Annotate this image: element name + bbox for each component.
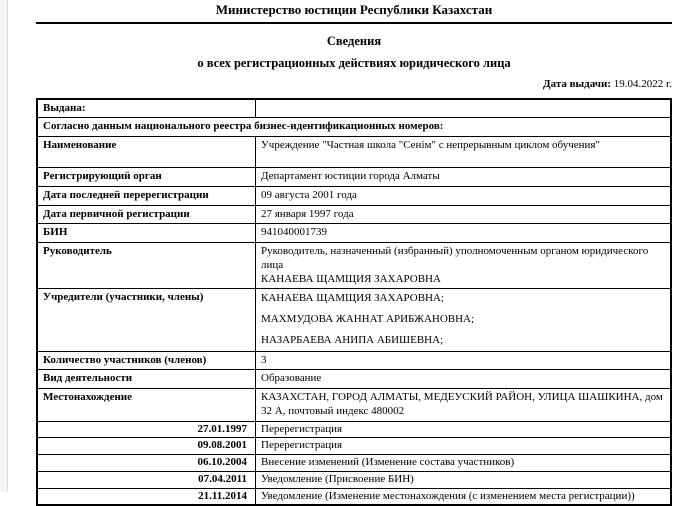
table-row bbox=[37, 205, 671, 224]
founder-name: МАХМУДОВА ЖАННАТ АРИБЖАНОВНА; bbox=[261, 313, 475, 326]
field-value: 941040001739 bbox=[256, 224, 672, 243]
table-row bbox=[37, 370, 671, 389]
history-date: 07.04.2011 bbox=[37, 471, 256, 488]
history-row bbox=[37, 421, 671, 438]
field-label: Наименование bbox=[37, 137, 256, 168]
history-row bbox=[37, 455, 671, 472]
founders-list bbox=[256, 289, 672, 351]
history-date: 09.08.2001 bbox=[37, 438, 256, 455]
document-body bbox=[36, 0, 672, 506]
director-name: КАНАЕВА ЩАМЩИЯ ЗАХАРОВНА bbox=[261, 272, 441, 285]
founder-name: КАНАЕВА ЩАМЩИЯ ЗАХАРОВНА; bbox=[261, 292, 444, 305]
field-label: Количество участников (членов) bbox=[37, 351, 256, 370]
issue-date bbox=[36, 78, 672, 90]
history-action: Перерегистрация bbox=[256, 421, 672, 438]
table-row bbox=[37, 289, 671, 351]
field-value bbox=[256, 243, 672, 289]
field-label: Вид деятельности bbox=[37, 370, 256, 389]
field-value bbox=[256, 99, 672, 118]
director-appointment-line: Руководитель, назначенный (избранный) уполномоченным органом юридического лица bbox=[261, 245, 649, 271]
field-label: Руководитель bbox=[37, 243, 256, 289]
history-action: Уведомление (Присвоение БИН) bbox=[256, 471, 672, 488]
table-row bbox=[37, 137, 671, 168]
field-value: 09 августа 2001 года bbox=[256, 186, 672, 205]
field-value: Учреждение "Частная школа "Сенім" с непрерывным циклом обучения" bbox=[256, 137, 672, 168]
history-action: Уведомление (Изменение местонахождения (с изменением места регистрации)) bbox=[256, 488, 672, 505]
field-label: Учредители (участники, члены) bbox=[37, 289, 256, 351]
field-label: Дата последней перерегистрации bbox=[37, 186, 256, 205]
field-label: Выдана: bbox=[37, 99, 256, 118]
field-label: БИН bbox=[37, 224, 256, 243]
field-value: КАЗАХСТАН, ГОРОД АЛМАТЫ, МЕДЕУСКИЙ РАЙОН, УЛИЦА ШАШКИНА, дом 32 А, почтовый индекс 480002 bbox=[256, 389, 672, 422]
history-action: Внесение изменений (Изменение состава участников) bbox=[256, 455, 672, 472]
table-row bbox=[37, 243, 671, 289]
table-row bbox=[37, 224, 671, 243]
table-row bbox=[37, 389, 671, 422]
field-label: Дата первичной регистрации bbox=[37, 205, 256, 224]
section-header: Согласно данным национального реестра бизнес-идентификационных номеров: bbox=[37, 118, 671, 137]
history-action: Перерегистрация bbox=[256, 438, 672, 455]
history-row bbox=[37, 438, 671, 455]
founder-name: НАЗАРБАЕВА АНИПА АБИШЕВНА; bbox=[261, 333, 444, 346]
field-value: Образование bbox=[256, 370, 672, 389]
history-row bbox=[37, 488, 671, 505]
table-row bbox=[37, 351, 671, 370]
registration-table bbox=[36, 98, 672, 506]
field-value: Департамент юстиции города Алматы bbox=[256, 168, 672, 187]
table-row bbox=[37, 186, 671, 205]
table-row bbox=[37, 168, 671, 187]
ministry-title: Министерство юстиции Республики Казахстан bbox=[215, 2, 493, 17]
issue-date-value: 19.04.2022 г. bbox=[613, 77, 672, 90]
issue-date-label: Дата выдачи: bbox=[543, 77, 611, 90]
history-row bbox=[37, 471, 671, 488]
table-row bbox=[37, 99, 671, 118]
field-value: 3 bbox=[256, 351, 672, 370]
history-date: 21.11.2014 bbox=[37, 488, 256, 505]
field-label: Регистрирующий орган bbox=[37, 168, 256, 187]
history-date: 27.01.1997 bbox=[37, 421, 256, 438]
history-date: 06.10.2004 bbox=[37, 455, 256, 472]
header-divider bbox=[36, 22, 672, 24]
field-label: Местонахождение bbox=[37, 389, 256, 422]
page-left-edge bbox=[0, 0, 8, 492]
document-title: Сведения bbox=[326, 33, 382, 48]
document-subtitle: о всех регистрационных действиях юридического лица bbox=[197, 55, 511, 70]
table-section-row bbox=[37, 118, 671, 137]
field-value: 27 января 1997 года bbox=[256, 205, 672, 224]
